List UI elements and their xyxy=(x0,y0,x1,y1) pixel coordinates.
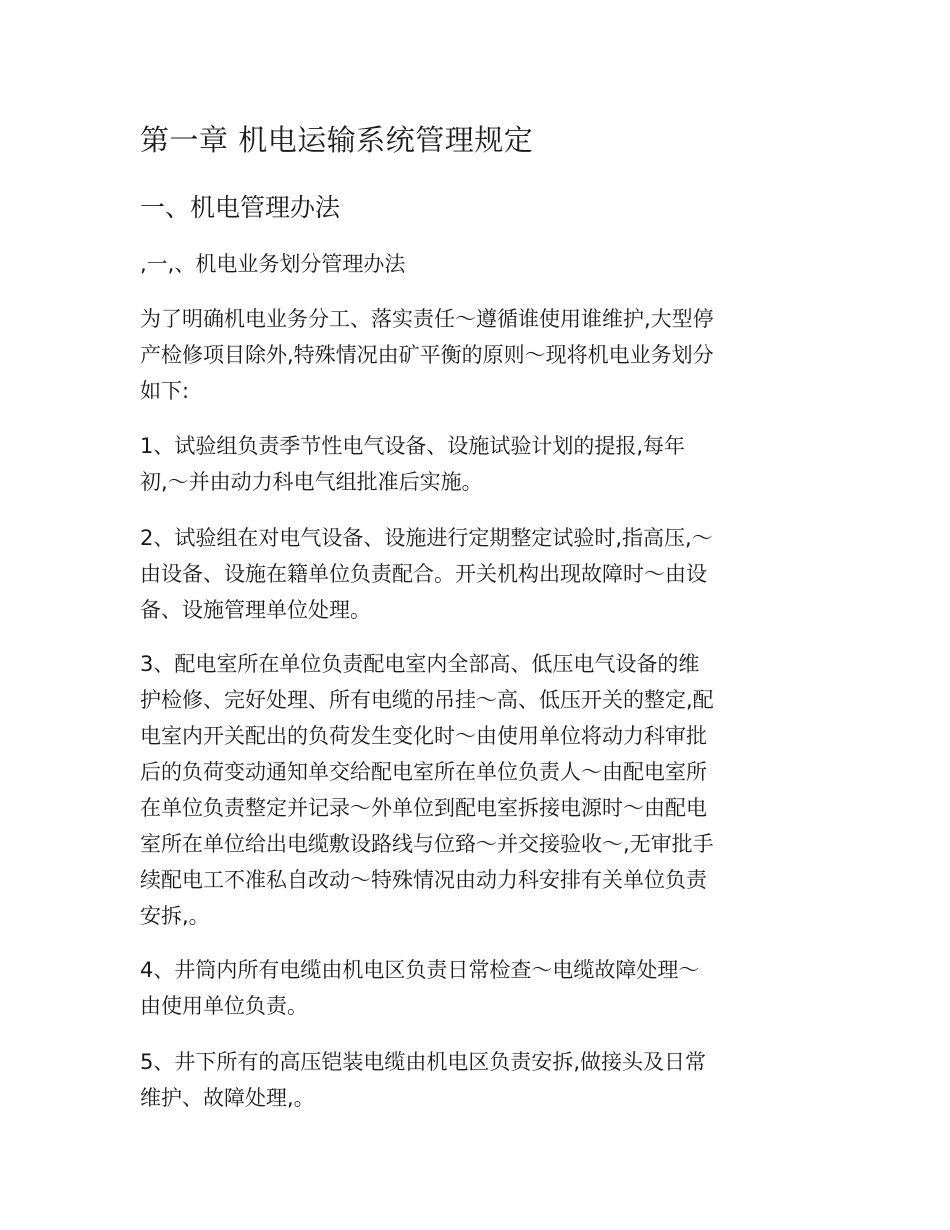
section-title: 一、机电管理办法 xyxy=(140,193,341,222)
paragraph-line: 后的负荷变动通知单交给配电室所在单位负责人～由配电室所 xyxy=(140,760,707,784)
paragraph-line: 续配电工不准私自改动～特殊情况由动力科安排有关单位负责 xyxy=(140,868,707,892)
paragraph-item-3 xyxy=(140,646,810,934)
paragraph-line: 3、配电室所在单位负责配电室内全部高、低压电气设备的维 xyxy=(140,652,700,676)
paragraph-item-2 xyxy=(140,520,810,628)
paragraph-line: 产检修项目除外,特殊情况由矿平衡的原则～现将机电业务划分 xyxy=(140,343,714,367)
paragraph-line: 护检修、完好处理、所有电缆的吊挂～高、低压开关的整定,配 xyxy=(140,688,714,712)
paragraph-line: 为了明确机电业务分工、落实责任～遵循谁使用谁维护,大型停 xyxy=(140,307,714,331)
paragraph-line: 2、试验组在对电气设备、设施进行定期整定试验时,指高压,～ xyxy=(140,526,713,550)
paragraph-line: 4、井筒内所有电缆由机电区负责日常检查～电缆故障处理～ xyxy=(140,958,700,982)
paragraph-item-4 xyxy=(140,952,810,1024)
paragraph-line: 备、设施管理单位处理。 xyxy=(140,598,371,622)
paragraph-line: 初,～并由动力科电气组批准后实施。 xyxy=(140,470,483,494)
document-body xyxy=(140,118,810,1116)
paragraph-line: 由设备、设施在籍单位负责配合。开关机构出现故障时～由设 xyxy=(140,562,707,586)
paragraph-line: 在单位负责整定并记录～外单位到配电室拆接电源时～由配电 xyxy=(140,796,707,820)
paragraph-line: 电室内开关配出的负荷发生变化时～由使用单位将动力科审批 xyxy=(140,724,707,748)
paragraph-line: 如下: xyxy=(140,379,190,403)
paragraph-line: 安拆,。 xyxy=(140,904,210,928)
paragraph-intro xyxy=(140,301,810,409)
paragraph-line: 维护、故障处理,。 xyxy=(140,1086,315,1110)
chapter-title: 第一章 机电运输系统管理规定 xyxy=(140,123,534,157)
paragraph-line: 室所在单位给出电缆敷设路线与位臵～并交接验收～,无审批手 xyxy=(140,832,714,856)
paragraph-item-5 xyxy=(140,1044,810,1116)
paragraph-line: 5、井下所有的高压铠装电缆由机电区负责安拆,做接头及日常 xyxy=(140,1050,707,1074)
paragraph-line: 由使用单位负责。 xyxy=(140,994,308,1018)
paragraph-line: 1、试验组负责季节性电气设备、设施试验计划的提报,每年 xyxy=(140,434,686,458)
paragraph-item-1 xyxy=(140,428,810,500)
subsection-title: ,一,、机电业务划分管理办法 xyxy=(140,252,406,276)
